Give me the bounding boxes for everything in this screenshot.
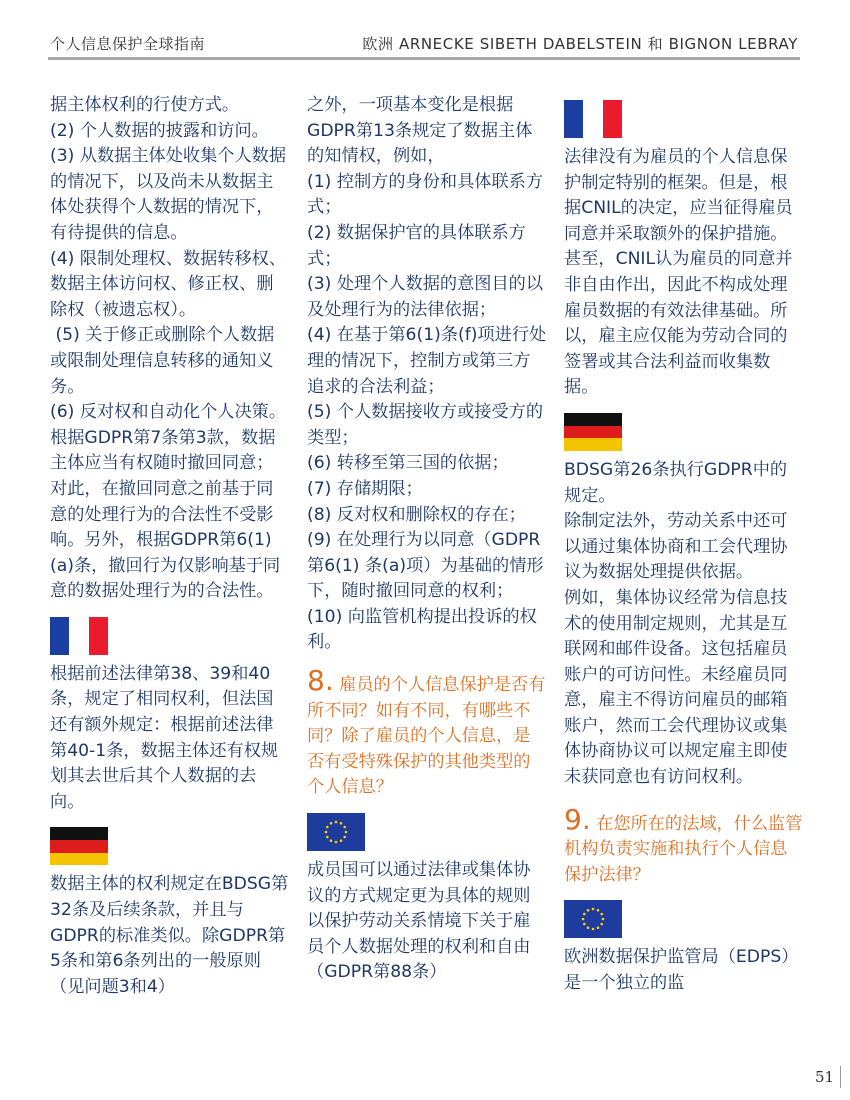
edps-text: 欧洲数据保护监管局（EDPS）是一个独立的监 (564, 947, 799, 994)
rights-list-text: 据主体权利的行使方式。 (2) 个人数据的披露和访问。 (3) 从数据主体处收集个人数据的情况下，以及尚未从数据主体处获得个人数据的情况下，有待提供的信息。 (4) 限制处理权、数据转移权、数据主体访问权、修正权、删除权（被遗忘权）。 (5) 关于修正或删除个人数据或限制处理信息转移的通知义务。 (6) 反对权和自动化个人决策。 根据GDPR第7条第3款，数据主体应当有权随时撤回同意；对此，在撤回同意之前基于同意的处理行为的合法性不受影响。另外，根据GDPR第6(1)(a)条，撤回行为仅影响基于同意的数据处理行为的合法性。 (50, 95, 287, 602)
information-rights-text: 之外，一项基本变化是根据GDPR第13条规定了数据主体的知情权，例如， (1) 控制方的身份和具体联系方式； (2) 数据保护官的具体联系方式； (3) 处理个人数据的意图目的以及处理行为的法律依据； (4) 在基于第6(1)条(f)项进行处理的情况下，控制方或第三方追求的合法利益； (5) 个人数据接收方或接受方的类型； (6) 转移至第三国的依据； (7) 存储期限； (8) 反对权和删除权的存在； (9) 在处理行为以同意（GDPR第6(1) 条(a)项）为基础的情形下，随时撤回同意的权利； (10) 向监管机构提出投诉的权利。 (307, 95, 547, 653)
germany-rights-text: 数据主体的权利规定在BDSG第32条及后续条款，并且与GDPR的标准类似。除GDPR第5条和第6条列出的一般原则（见问题3和4） (50, 874, 289, 997)
eu-flag-icon (564, 900, 622, 938)
question-9-number: 9. (564, 802, 591, 836)
column-1 (50, 93, 290, 1000)
germany-employee-text: BDSG第26条执行GDPR中的规定。 除制定法外，劳动关系中还可以通过集体协商和工会代理协议为数据处理提供依据。 例如，集体协议经常为信息技术的使用制定规则，尤其是互联网和邮件设备。这包括雇员账户的可访问性。未经雇员同意，雇主不得访问雇员的邮箱账户，然而工会代理协议或集体协商协议可以规定雇主即使未获同意也有访问权利。 (564, 459, 788, 788)
germany-flag-icon (564, 413, 622, 451)
france-flag-icon (564, 100, 622, 138)
column-2 (307, 93, 547, 986)
question-9 (564, 802, 804, 889)
question-8-text: 雇员的个人信息保护是否有所不同？如有不同，有哪些不同？除了雇员的个人信息，是否有受特殊保护的其他类型的个人信息？ (307, 675, 546, 798)
page-number: 51 (815, 1068, 835, 1086)
germany-flag-icon (50, 827, 108, 865)
question-9-text: 在您所在的法域，什么监管机构负责实施和执行个人信息保护法律？ (564, 813, 803, 885)
running-header (48, 30, 800, 58)
page-number-divider (840, 1066, 841, 1088)
column-3 (564, 100, 804, 997)
question-8-number: 8. (307, 664, 334, 698)
france-employee-text: 法律没有为雇员的个人信息保护制定特别的框架。但是，根据CNIL的决定，应当征得雇员同意并采取额外的保护措施。甚至，CNIL认为雇员的同意并非自由作出，因此不构成处理雇员数据的有效法律基础。所以，雇主应仅能为劳动合同的签署或其合法利益而收集数据。 (564, 147, 793, 398)
header-divider (48, 57, 800, 60)
france-rights-text: 根据前述法律第38、39和40条，规定了相同权利，但法国还有额外规定：根据前述法律第40-1条，数据主体还有权规划其去世后其个人数据的去向。 (50, 663, 279, 812)
question-8 (307, 664, 547, 801)
header-guide-title: 个人信息保护全球指南 (50, 35, 206, 53)
france-flag-icon (50, 617, 108, 655)
eu-employee-text: 成员国可以通过法律或集体协议的方式规定更为具体的规则以保护劳动关系情境下关于雇员个人数据处理的权利和自由（GDPR第88条） (307, 860, 531, 983)
eu-flag-icon (307, 813, 365, 851)
header-region-firms: 欧洲 ARNECKE SIBETH DABELSTEIN 和 BIGNON LEBRAY (362, 35, 798, 53)
